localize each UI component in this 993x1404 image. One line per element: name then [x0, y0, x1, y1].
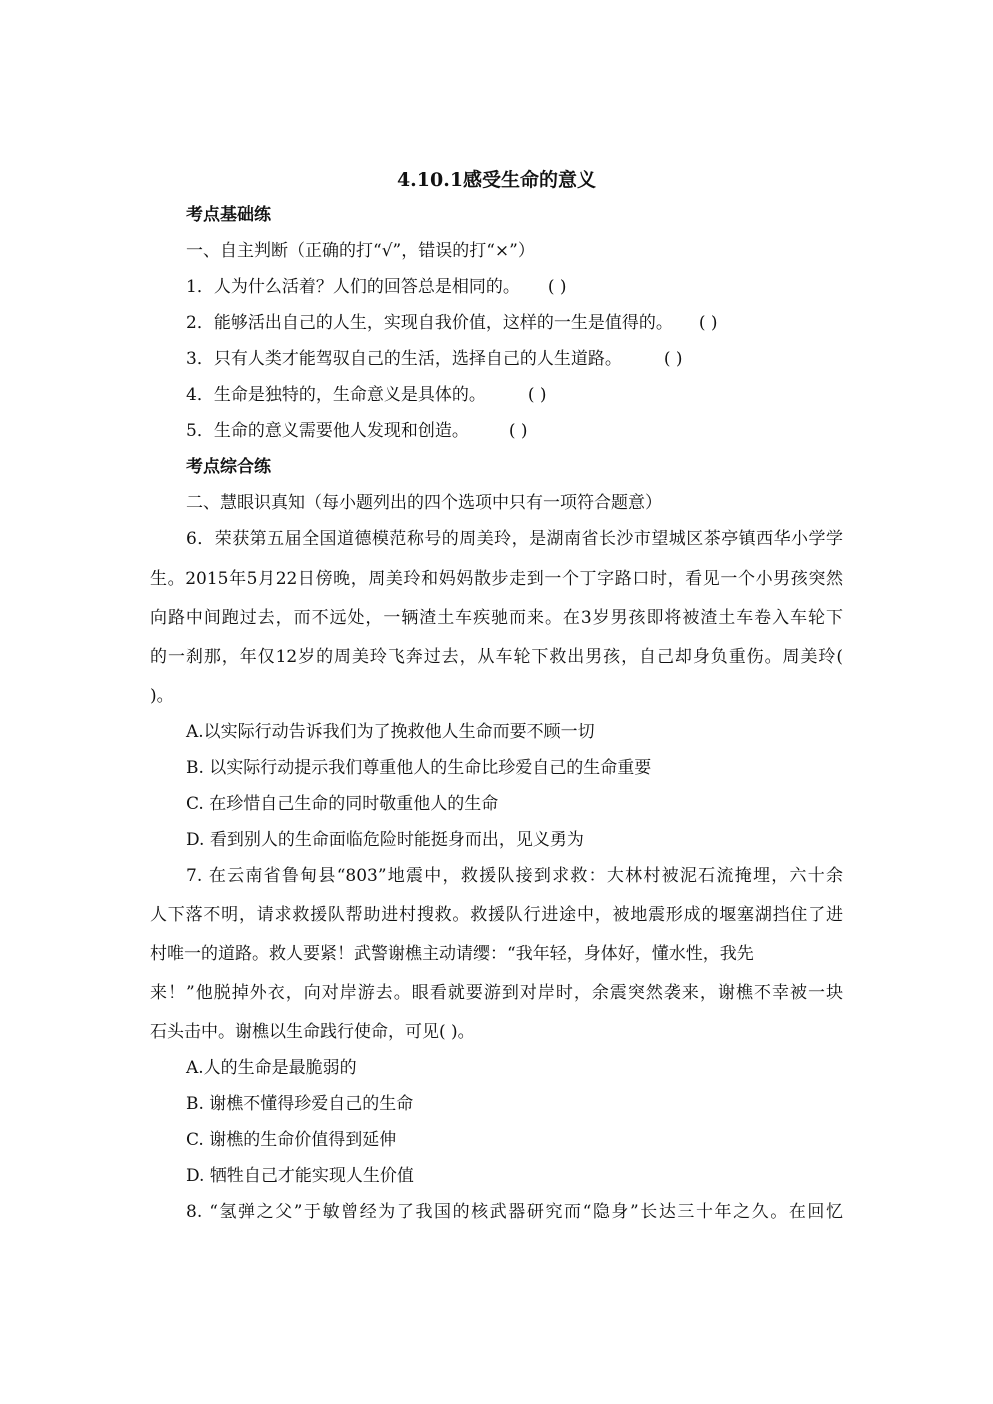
q8-line-1: 8. “氢弹之父”于敏曾经为了我国的核武器研究而“隐身”长达三十年之久。在回忆 — [186, 1202, 843, 1222]
answer-blank-5: ( ) — [508, 421, 528, 441]
judgment-item-2 — [186, 312, 718, 334]
section1-heading: 考点基础练 — [186, 205, 271, 225]
q6-option-b: B. 以实际行动提示我们尊重他人的生命比珍爱自己的生命重要 — [186, 758, 652, 778]
judgment-item-5 — [186, 420, 528, 442]
judgment-item-1 — [186, 276, 567, 298]
judgment-item-1-text: 1．人为什么活着？人们的回答总是相同的。 — [186, 277, 520, 297]
page-title: 4.10.1感受生命的意义 — [396, 169, 597, 191]
q6-line-1: 6．荣获第五届全国道德模范称号的周美玲，是湖南省长沙市望城区茶亭镇西华小学学 — [186, 529, 843, 549]
q7-line-5: 石头击中。谢樵以生命践行使命，可见( )。 — [150, 1022, 475, 1042]
q7-line-3: 村唯一的道路。救人要紧！武警谢樵主动请缨：“我年轻，身体好，懂水性，我先 — [150, 944, 754, 964]
section2-instruction: 二、慧眼识真知（每小题列出的四个选项中只有一项符合题意） — [186, 493, 662, 513]
q6-option-a: A.以实际行动告诉我们为了挽救他人生命而要不顾一切 — [186, 722, 595, 742]
judgment-item-4 — [186, 384, 547, 406]
q7-option-d: D. 牺牲自己才能实现人生价值 — [186, 1166, 414, 1186]
section2-heading: 考点综合练 — [186, 457, 271, 477]
q7-option-b: B. 谢樵不懂得珍爱自己的生命 — [186, 1094, 414, 1114]
answer-blank-3: ( ) — [663, 349, 683, 369]
q7-option-a: A.人的生命是最脆弱的 — [186, 1058, 357, 1078]
q7-line-1: 7. 在云南省鲁甸县“803”地震中，救援队接到求救：大林村被泥石流掩埋，六十余 — [186, 866, 843, 886]
q7-option-c: C. 谢樵的生命价值得到延伸 — [186, 1130, 397, 1150]
judgment-item-3-text: 3．只有人类才能驾驭自己的生活，选择自己的人生道路。 — [186, 349, 622, 369]
answer-blank-1: ( ) — [547, 277, 567, 297]
answer-blank-2: ( ) — [698, 313, 718, 333]
section1-instruction: 一、自主判断（正确的打“√”，错误的打“×”） — [186, 241, 535, 261]
q6-line-3: 向路中间跑过去，而不远处，一辆渣土车疾驰而来。在3岁男孩即将被渣土车卷入车轮下 — [150, 608, 843, 628]
q6-line-2: 生。2015年5月22日傍晚，周美玲和妈妈散步走到一个丁字路口时，看见一个小男孩突然 — [150, 569, 843, 589]
q6-option-c: C. 在珍惜自己生命的同时敬重他人的生命 — [186, 794, 499, 814]
q6-line-4: 的一刹那，年仅12岁的周美玲飞奔过去，从车轮下救出男孩，自己却身负重伤。周美玲( — [150, 647, 843, 667]
q7-line-2: 人下落不明，请求救援队帮助进村搜救。救援队行进途中，被地震形成的堰塞湖挡住了进 — [150, 905, 843, 925]
answer-blank-4: ( ) — [527, 385, 547, 405]
q6-line-5: )。 — [150, 686, 174, 706]
judgment-item-4-text: 4．生命是独特的，生命意义是具体的。 — [186, 385, 486, 405]
judgment-item-2-text: 2．能够活出自己的人生，实现自我价值，这样的一生是值得的。 — [186, 313, 673, 333]
judgment-item-5-text: 5．生命的意义需要他人发现和创造。 — [186, 421, 469, 441]
q6-option-d: D. 看到别人的生命面临危险时能挺身而出，见义勇为 — [186, 830, 584, 850]
q7-line-4: 来！”他脱掉外衣，向对岸游去。眼看就要游到对岸时，余震突然袭来，谢樵不幸被一块 — [150, 983, 843, 1003]
judgment-item-3 — [186, 348, 683, 370]
